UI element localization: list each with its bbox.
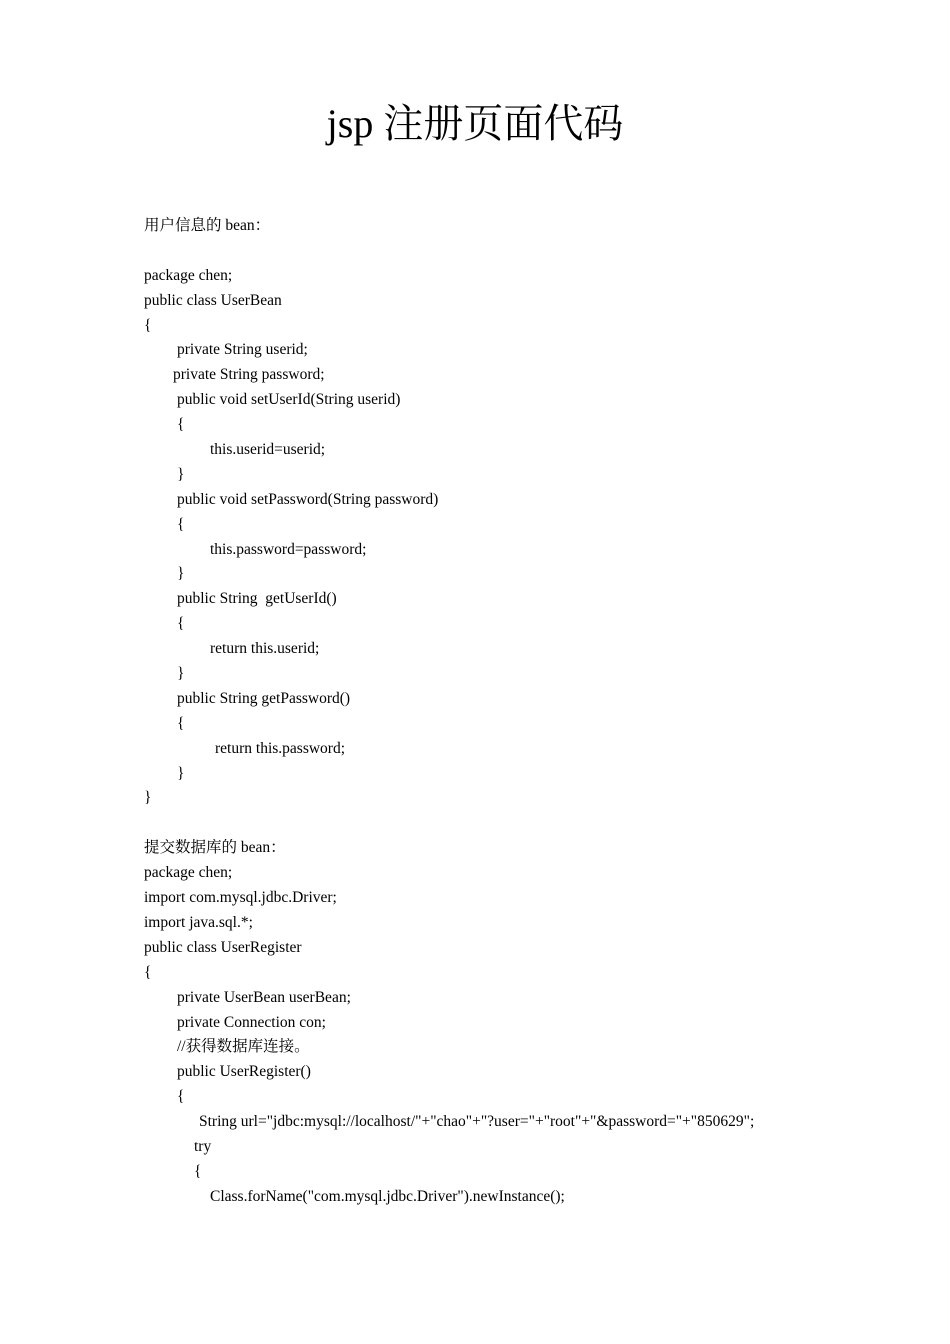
code-line: Class.forName("com.mysql.jdbc.Driver").newInstance(); <box>210 1187 565 1205</box>
code-line: { <box>177 1088 185 1106</box>
code-listing <box>144 214 924 1210</box>
code-line: package chen; <box>144 266 233 284</box>
code-line: return this.userid; <box>210 640 320 658</box>
code-line: { <box>144 316 152 334</box>
code-line: public String getPassword() <box>177 689 351 707</box>
code-line: } <box>177 465 185 483</box>
code-line: this.userid=userid; <box>210 441 326 459</box>
blank-line <box>144 239 924 264</box>
code-line: { <box>144 963 152 981</box>
section-heading: 用户信息的 bean： <box>144 217 271 234</box>
code-line: } <box>177 665 185 683</box>
code-line: this.password=password; <box>210 540 367 558</box>
code-line: private String password; <box>173 366 325 384</box>
code-line: private String userid; <box>177 341 308 359</box>
code-line: try <box>194 1137 212 1155</box>
document-title: jsp 注册页面代码 <box>326 101 624 146</box>
code-line: private UserBean userBean; <box>177 988 351 1006</box>
code-line: return this.password; <box>215 739 346 757</box>
blank-line <box>144 811 924 836</box>
code-line: import com.mysql.jdbc.Driver; <box>144 889 337 907</box>
code-line: { <box>177 615 185 633</box>
code-line: package chen; <box>144 864 233 882</box>
section-heading: 提交数据库的 bean： <box>144 839 286 857</box>
code-line: { <box>177 515 185 533</box>
code-line: { <box>194 1162 202 1180</box>
code-line: public void setUserId(String userid) <box>177 391 401 409</box>
code-line: import java.sql.*; <box>144 913 253 931</box>
code-line: public String getUserId() <box>177 590 337 608</box>
code-line: public void setPassword(String password) <box>177 490 439 508</box>
code-line: } <box>177 565 185 583</box>
code-line: { <box>177 714 185 732</box>
code-line: public class UserBean <box>144 291 282 309</box>
code-line: public class UserRegister <box>144 938 302 956</box>
code-comment: //获得数据库连接。 <box>177 1038 310 1056</box>
code-line: } <box>144 789 152 807</box>
code-line: String url="jdbc:mysql://localhost/"+"chao"+"?user="+"root"+"&password="+"850629"; <box>199 1113 755 1131</box>
code-line: private Connection con; <box>177 1013 326 1031</box>
code-line: } <box>177 764 185 782</box>
code-line: { <box>177 416 185 434</box>
code-line: public UserRegister() <box>177 1063 311 1081</box>
